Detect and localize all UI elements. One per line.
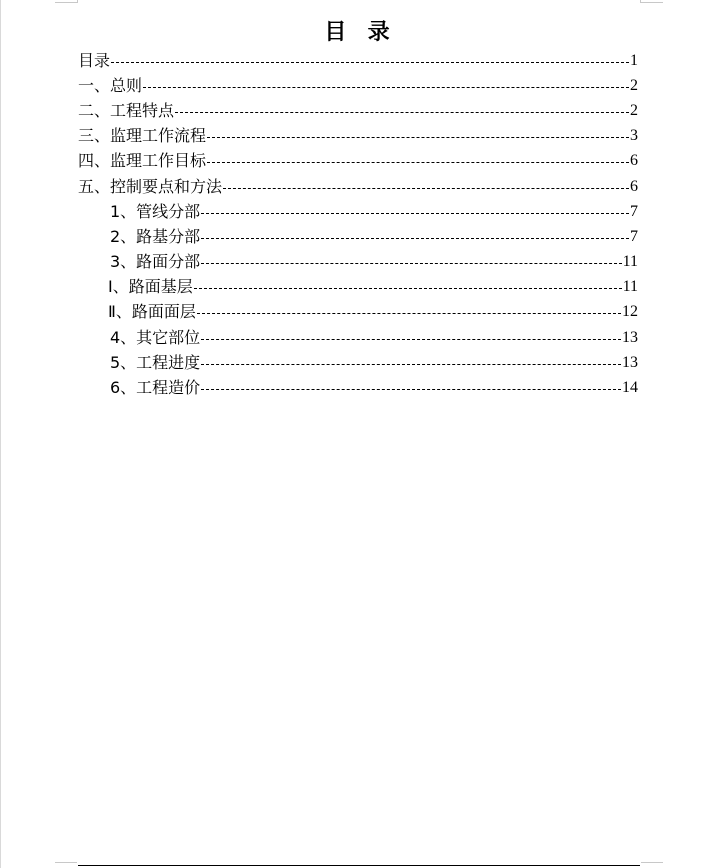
- toc-entry[interactable]: [78, 199, 638, 224]
- toc-entry-page-number: 13: [622, 328, 638, 346]
- toc-entry-page-number: 14: [622, 379, 638, 397]
- toc-entry-label: 三、监理工作流程: [78, 126, 207, 146]
- toc-entry[interactable]: [78, 300, 638, 325]
- toc-entry-label: 5、工程进度: [110, 352, 201, 372]
- toc-dot-leader: [175, 111, 629, 113]
- toc-dot-leader: [201, 237, 629, 239]
- toc-entry-label: 6、工程造价: [110, 378, 201, 398]
- toc-entry-page-number: 13: [622, 353, 638, 371]
- toc-dot-leader: [201, 212, 629, 214]
- toc-dot-leader: [111, 61, 629, 63]
- toc-entry-label: Ⅱ、路面面层: [108, 302, 196, 322]
- toc-dot-leader: [197, 312, 621, 314]
- toc-entry-page-number: 3: [630, 127, 638, 145]
- toc-dot-leader: [201, 363, 621, 365]
- toc-entry[interactable]: [78, 325, 638, 350]
- toc-entry[interactable]: [78, 124, 638, 149]
- corner-mark-top-right: [641, 2, 663, 3]
- toc-entry[interactable]: [78, 149, 638, 174]
- page-edge: [0, 0, 1, 868]
- toc-entry-page-number: 12: [622, 303, 638, 321]
- toc-dot-leader: [201, 262, 621, 264]
- toc-entry[interactable]: [78, 48, 638, 73]
- toc-entry-page-number: 6: [630, 152, 638, 170]
- toc-entry-label: Ⅰ、路面基层: [108, 277, 193, 297]
- toc-dot-leader: [194, 287, 622, 289]
- toc-entry-label: 目录: [78, 50, 111, 70]
- toc-entry[interactable]: [78, 224, 638, 249]
- corner-mark-bottom-right: [641, 862, 663, 863]
- toc-entry-label: 五、控制要点和方法: [78, 176, 223, 196]
- toc-dot-leader: [201, 388, 621, 390]
- toc-entry-label: 四、监理工作目标: [78, 151, 207, 171]
- toc-entry[interactable]: [78, 375, 638, 400]
- toc-entry[interactable]: [78, 174, 638, 199]
- toc-dot-leader: [223, 187, 629, 189]
- toc-entry-label: 1、管线分部: [110, 201, 201, 221]
- table-of-contents: [78, 48, 638, 401]
- toc-title: [0, 18, 716, 46]
- toc-entry-label: 二、工程特点: [78, 100, 175, 120]
- corner-mark-top-right-vertical: [640, 0, 641, 3]
- toc-entry-page-number: 7: [630, 202, 638, 220]
- toc-entry-page-number: 11: [622, 253, 638, 271]
- toc-entry-page-number: 11: [622, 278, 638, 296]
- toc-dot-leader: [207, 136, 629, 138]
- toc-entry[interactable]: [78, 275, 638, 300]
- toc-entry-label: 2、路基分部: [110, 226, 201, 246]
- toc-entry-page-number: 1: [630, 51, 638, 69]
- toc-entry[interactable]: [78, 98, 638, 123]
- toc-entry-label: 3、路面分部: [110, 252, 201, 272]
- toc-entry-page-number: 2: [630, 76, 638, 94]
- toc-entry-label: 一、总则: [78, 75, 143, 95]
- corner-mark-top-left-vertical: [77, 0, 78, 3]
- bottom-rule: [78, 865, 640, 866]
- toc-entry[interactable]: [78, 250, 638, 275]
- toc-entry-page-number: 7: [630, 227, 638, 245]
- corner-mark-top-left: [55, 2, 77, 3]
- toc-dot-leader: [207, 161, 629, 163]
- toc-entry-page-number: 6: [630, 177, 638, 195]
- toc-entry[interactable]: [78, 73, 638, 98]
- toc-dot-leader: [143, 86, 629, 88]
- corner-mark-bottom-left: [55, 862, 77, 863]
- toc-title-text: 目 录: [324, 18, 392, 45]
- toc-dot-leader: [201, 338, 621, 340]
- toc-entry-label: 4、其它部位: [110, 327, 201, 347]
- toc-entry-page-number: 2: [630, 101, 638, 119]
- toc-entry[interactable]: [78, 350, 638, 375]
